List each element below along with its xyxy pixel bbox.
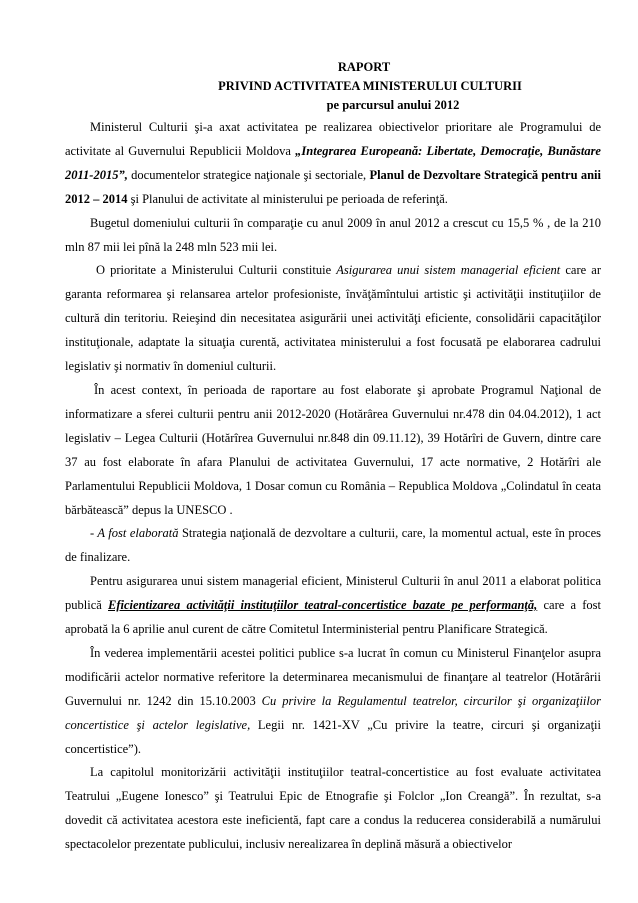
paragraph-program	[65, 116, 601, 212]
text-run: Pentru asigurarea unui sistem managerial eficient, Ministerul Culturii în anul 2011 a elaborat politica publică	[65, 574, 601, 613]
paragraph-context: În acest context, în perioada de raportare au fost elaborate şi aprobate Programul Naţional de informatizare a sferei culturii pentru anii 2012-2020 (Hotărârea Guvernului nr.478 din 04.04.2012), 1 act legislativ – Legea Culturii (Hotărîrea Guvernului nr.848 din 09.11.12), 39 Hotărîri de Guvern, dintre care 37 au fost elaborate în afara Planului de activitatea Guvernului, 17 acte normative, 2 Hotărîri ale Parlamentului Republicii Moldova, 1 Dosar comun cu România – Republica Moldova „Colindatul în ceata bărbătească” depus la UNESCO .	[65, 382, 601, 517]
paragraph-priority	[65, 259, 601, 379]
regulation-title: Cu privire la Regulamentul teatrelor, circurilor şi organizaţiilor concertistice şi actelor legislative,	[65, 693, 601, 732]
report-header	[65, 58, 601, 115]
report-title: RAPORT	[337, 60, 391, 74]
text-run: Legii nr. 1421-XV „Cu privire la teatre, circuri şi organizaţii concertistice”).	[65, 717, 601, 756]
paragraph-implementation	[65, 642, 601, 762]
text-run: şi Planului de activitate al ministerului pe perioada de referinţă.	[127, 191, 448, 206]
paragraph-strategy	[65, 522, 601, 570]
paragraph-budget: Bugetul domeniului culturii în comparaţie cu anul 2009 în anul 2012 a crescut cu 15,5 % , de la 210 mln 87 mii lei pînă la 248 mln 523 mii lei.	[65, 215, 601, 254]
text-run: documentelor strategice naţionale şi sectoriale,	[127, 167, 370, 182]
policy-title: Eficientizarea activităţii instituţiilor teatral-concertistice bazate pe performanţă,	[108, 598, 538, 613]
report-subtitle: PRIVIND ACTIVITATEA MINISTERULUI CULTURII	[218, 79, 522, 93]
program-title: „Integrarea Europeană: Libertate, Democraţie, Bunăstare 2011-2015”,	[65, 143, 601, 182]
text-run: Strategia naţională de dezvoltare a culturii, care, la momentul actual, este în proces de finalizare.	[65, 526, 601, 565]
strategic-plan-title: Planul de Dezvoltare Strategică pentru anii 2012 – 2014	[65, 167, 601, 206]
text-run: care ar garanta reformarea şi relansarea artelor profesioniste, învăţămîntului artistic şi activităţii instituţiilor de cultură din teritoriu. Reieşind din necesitatea asigurării unei activităţi eficiente, consolidării capacităţilor instituţionale, adaptate la situaţia curentă, activitatea ministerului a fost focusată pe elaborarea cadrului legislativ şi normativ în domeniul culturii.	[65, 263, 601, 374]
text-run: O prioritate a Ministerului Culturii constituie	[96, 263, 337, 278]
paragraph-policy	[65, 570, 601, 642]
text-run: Ministerul Culturii şi-a axat activitatea pe realizarea obiectivelor prioritare ale Programului de activitate al Guvernului Republicii Moldova	[65, 120, 601, 158]
text-run: În vederea implementării acestei politici publice s-a lucrat în comun cu Ministerul Finanţelor asupra modificării actelor normative referitore la determinarea mecanismului de finanţare al teatrelor (Hotărârii Guvernului nr. 1242 din 15.10.2003	[65, 645, 601, 708]
report-body	[65, 116, 601, 857]
paragraph-monitoring: La capitolul monitorizării activităţii instituţiilor teatral-concertistice au fost evaluate activitatea Teatrului „Eugene Ionesco” şi Teatrului Epic de Etnografie şi Folclor „Ion Creangă”. În rezultat, s-a dovedit că activitatea acestora este ineficientă, fapt care a condus la reducerea considerabilă a numărului spectacolelor prezentate publicului, inclusiv nerealizarea în deplină măsură a obiectivelor	[65, 765, 601, 852]
priority-title: Asigurarea unui sistem managerial eficient	[336, 263, 561, 278]
text-run: care a fost aprobată la 6 aprilie anul curent de către Comitetul Interministerial pentru Planificare Strategică.	[65, 598, 601, 637]
report-period: pe parcursul anului 2012	[326, 98, 460, 112]
elaborated-label: - A fost elaborată	[90, 526, 179, 541]
